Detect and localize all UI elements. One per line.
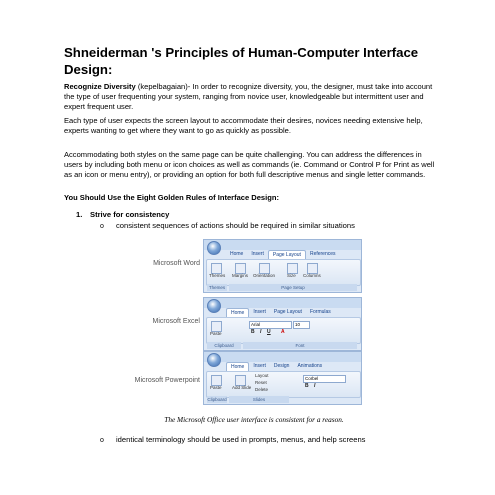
quick-access-toolbar [204,240,361,250]
font-size-box: 10 [293,321,310,329]
sub-bullet-actions [100,221,355,230]
ribbon-tab: Insert [253,309,266,315]
bullet-icon: o [100,437,104,444]
ribbon-icon-label: Columns [303,273,321,278]
ribbon-group-label: Page Setup [229,284,357,291]
office-button-icon [207,353,221,367]
reset-menu-item: Reset [255,380,267,385]
font-color-icon: A [281,329,285,335]
quick-access-toolbar [204,352,361,362]
paragraph-text: (kepelbagaian)- In order to recognize diversity, you, the designer, must take into account the type of user frequenting your system, ranging from novice user, knowledgeable but intermittent user and expert frequent user. [64,82,433,112]
ribbon-icon-label: Orientation [253,273,276,278]
delete-menu-item: Delete [255,387,269,392]
underline-icon: U [267,329,271,335]
ribbon-icon-label: Paste [210,385,222,390]
ribbon-tab: Insert [253,363,266,369]
sub-bullet-terminology [100,435,365,444]
paragraph-accommodating-styles: Accommodating both styles on the same page can be quite challenging. You can address the differences in users by including both menu or icon choices as well as commands (ie. Command or Control P for Print as well as an icon or menu entry), or providing an option for both full descriptive menus and single letter commands. [64,150,435,180]
label-microsoft-word: Microsoft Word [153,260,200,267]
list-item-label: Strive for consistency [90,210,170,219]
ribbon-tab: Formulas [309,309,331,315]
label-microsoft-powerpoint: Microsoft Powerpoint [134,377,200,384]
powerpoint-ribbon-image [203,351,362,405]
ribbon-icon-label: Add Slide [232,385,252,390]
sub-bullet-text: identical terminology should be used in prompts, menus, and help screens [116,435,366,444]
ribbon-tab-active: Home [226,362,249,371]
ribbon-group-label: Themes [208,285,226,290]
ribbon-tabs [226,250,340,259]
ribbon-tab: Home [230,251,244,257]
quick-access-toolbar [204,298,361,308]
ribbon-tab: References [309,251,336,257]
ribbon-body [206,259,361,286]
ribbon-body [206,371,361,398]
ribbon-icon-label: Size [287,273,296,278]
label-microsoft-excel: Microsoft Excel [152,318,200,325]
word-ribbon-image [203,239,362,293]
term-recognize-diversity: Recognize Diversity [64,82,136,91]
font-name-box: Corbel [303,375,346,383]
ribbon-group-label: Slides [229,396,289,403]
office-button-icon [207,241,221,255]
golden-rules-heading: You Should Use the Eight Golden Rules of Interface Design: [64,193,279,202]
font-name-box: Arial [249,321,292,329]
ribbon-tab: Design [273,363,290,369]
ribbon-tab: Page Layout [273,309,302,315]
ribbon-icon-label: Themes [209,273,226,278]
excel-ribbon-image [203,297,362,351]
sub-bullet-text: consistent sequences of actions should be required in similar situations [116,221,355,230]
ribbon-tabs [226,308,335,317]
layout-menu-item: Layout [255,373,269,378]
ribbon-tab-active: Page Layout [268,250,306,259]
bold-icon: B [251,329,255,335]
ribbon-tab-active: Home [226,308,249,317]
ribbon-tab: Animations [297,363,323,369]
ribbon-group-label: Font [243,342,357,349]
bullet-icon: o [100,223,104,230]
page-title: Shneiderman 's Principles of Human-Computer Interface Design: [64,45,419,77]
paragraph-recognize-diversity [64,82,440,113]
office-button-icon [207,299,221,313]
bold-icon: B [305,383,309,389]
list-number: 1. [76,210,83,219]
paragraph-screen-layout: Each type of user expects the screen layout to accommodate their desires, novices needing extensive help, experts wanting to get where they want to go as quickly as possible. [64,116,423,136]
ribbon-icon-label: Margins [232,273,249,278]
ribbon-body [206,317,361,344]
ribbon-group-label: Clipboard [207,397,227,402]
ribbon-icon-label: Paste [210,331,222,336]
ribbon-group-label: Clipboard [207,342,241,349]
ribbon-tab: Insert [251,251,264,257]
italic-icon: I [260,329,262,335]
italic-icon: I [314,383,316,389]
ribbon-tabs [226,362,326,371]
list-item-consistency [76,210,169,219]
figure-caption: The Microsoft Office user interface is consistent for a reason. [164,415,344,424]
